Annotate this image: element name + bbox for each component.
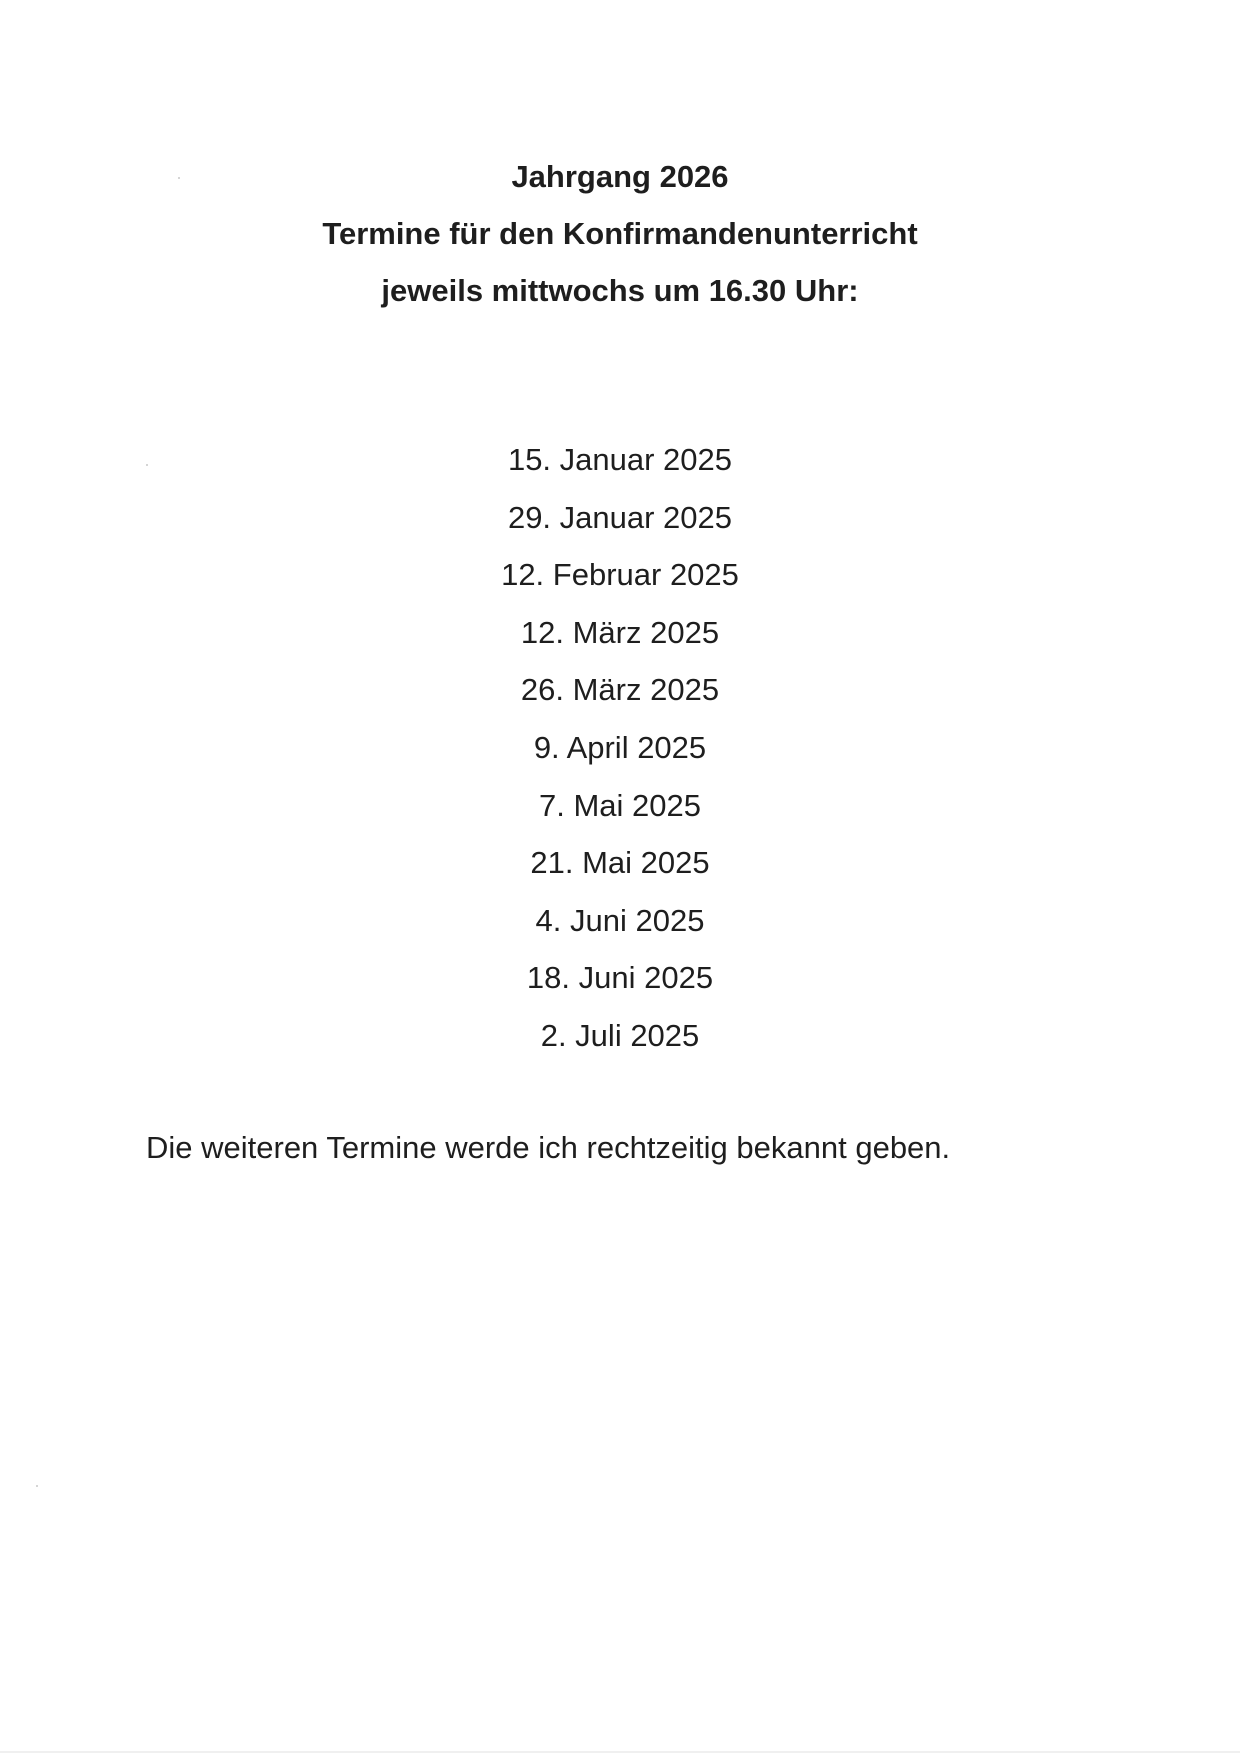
date-list bbox=[0, 431, 1240, 1065]
date-item: 7. Mai 2025 bbox=[539, 787, 701, 823]
date-item: 9. April 2025 bbox=[533, 729, 707, 765]
time-info: jeweils mittwochs um 16.30 Uhr: bbox=[381, 273, 859, 308]
schedule-subtitle: Termine für den Konfirmandenunterricht bbox=[322, 216, 918, 251]
year-title: Jahrgang 2026 bbox=[511, 159, 729, 194]
scan-speck bbox=[146, 464, 148, 466]
scan-speck bbox=[178, 177, 180, 179]
scan-speck bbox=[36, 1485, 38, 1487]
date-item: 18. Juni 2025 bbox=[526, 960, 714, 996]
date-item: 15. Januar 2025 bbox=[507, 442, 733, 477]
date-item: 21. Mai 2025 bbox=[530, 845, 710, 881]
date-item: 12. Februar 2025 bbox=[501, 557, 739, 593]
date-item: 2. Juli 2025 bbox=[540, 1017, 700, 1053]
date-item: 26. März 2025 bbox=[520, 672, 720, 708]
footer-note: Die weiteren Termine werde ich rechtzeitig bekannt geben. bbox=[146, 1130, 951, 1165]
document-header bbox=[0, 148, 1240, 319]
date-item: 29. Januar 2025 bbox=[507, 499, 733, 535]
date-item: 12. März 2025 bbox=[520, 614, 720, 650]
date-item: 4. Juni 2025 bbox=[535, 902, 705, 938]
